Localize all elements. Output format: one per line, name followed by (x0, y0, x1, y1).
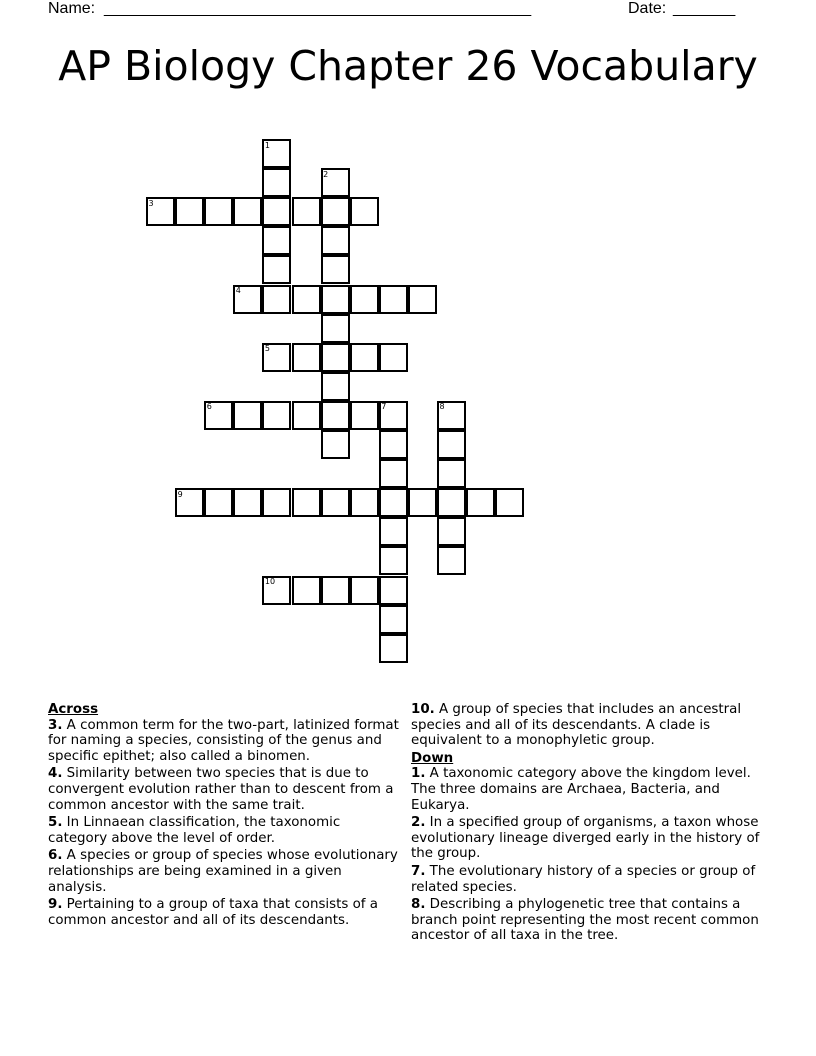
crossword-cell[interactable] (321, 401, 350, 430)
clue-text: A species or group of species whose evolutionary relationships are being examined in a given analysis. (48, 848, 398, 895)
date-blank-line[interactable]: _______ (673, 0, 736, 17)
crossword-cell[interactable] (350, 488, 379, 517)
crossword-cell[interactable] (350, 576, 379, 605)
date-label: Date: (628, 0, 667, 17)
crossword-cell[interactable] (233, 197, 262, 226)
clue-text: In Linnaean classification, the taxonomic category above the level of order. (48, 815, 341, 846)
clue-text: Similarity between two species that is due to convergent evolution rather than to descent from a common ancestor with the same trait. (48, 766, 394, 813)
crossword-cell[interactable] (292, 401, 321, 430)
crossword-cell[interactable] (379, 634, 408, 663)
crossword-cell[interactable] (379, 488, 408, 517)
clue-number: 1. (411, 766, 426, 782)
crossword-cell[interactable] (437, 488, 466, 517)
crossword-cell[interactable] (321, 285, 350, 314)
crossword-cell[interactable] (437, 546, 466, 575)
crossword-cell[interactable] (262, 255, 291, 284)
crossword-cell[interactable] (292, 343, 321, 372)
cell-number: 6 (206, 402, 212, 412)
crossword-cell[interactable] (379, 343, 408, 372)
crossword-cell[interactable] (292, 197, 321, 226)
crossword-cell[interactable] (379, 605, 408, 634)
crossword-cell[interactable] (321, 255, 350, 284)
crossword-cell[interactable] (379, 546, 408, 575)
cell-number: 1 (264, 140, 270, 150)
page-title: AP Biology Chapter 26 Vocabulary (58, 42, 758, 90)
crossword-cell[interactable] (321, 576, 350, 605)
clue-down-8 (411, 897, 771, 944)
clue-number: 3. (48, 717, 63, 733)
crossword-cell[interactable] (321, 226, 350, 255)
crossword-cell[interactable] (321, 314, 350, 343)
crossword-cell[interactable] (350, 285, 379, 314)
crossword-cell[interactable] (204, 197, 233, 226)
crossword-cell[interactable] (350, 197, 379, 226)
crossword-cell[interactable] (262, 168, 291, 197)
crossword-cell[interactable] (321, 430, 350, 459)
crossword-cell[interactable] (350, 401, 379, 430)
clue-text: A group of species that includes an ancestral species and all of its descendants. A clade is equivalent to a monophyletic group. (411, 702, 742, 749)
clue-number: 7. (411, 863, 426, 879)
clue-across-9 (48, 897, 400, 928)
clue-down-1 (411, 766, 771, 813)
clue-down-2 (411, 815, 771, 862)
down-heading: Down (411, 750, 454, 766)
clue-text: A taxonomic category above the kingdom level. The three domains are Archaea, Bacteria, and Eukarya. (411, 766, 751, 813)
cell-number: 8 (439, 402, 445, 412)
cell-number: 7 (381, 402, 387, 412)
crossword-cell[interactable] (350, 343, 379, 372)
clue-across-10 (411, 702, 771, 749)
clue-number: 5. (48, 815, 63, 831)
clue-text: The evolutionary history of a species or group of related species. (411, 863, 756, 895)
across-heading: Across (48, 702, 99, 717)
clue-across-5 (48, 815, 400, 846)
crossword-cell[interactable] (379, 430, 408, 459)
crossword-cell[interactable] (408, 285, 437, 314)
name-blank-line[interactable]: ________________________________________________ (104, 0, 532, 17)
crossword-cell[interactable] (233, 488, 262, 517)
crossword-cell[interactable] (262, 197, 291, 226)
clue-text: A common term for the two-part, latinized format for naming a species, consisting of the genus and specific epithet; also called a binomen. (48, 717, 399, 764)
crossword-cell[interactable] (466, 488, 495, 517)
crossword-cell[interactable] (262, 401, 291, 430)
crossword-cell[interactable] (437, 459, 466, 488)
clue-number: 9. (48, 897, 63, 913)
crossword-cell[interactable] (321, 372, 350, 401)
clue-across-4 (48, 766, 400, 813)
clue-text: In a specified group of organisms, a taxon whose evolutionary lineage diverged early in the history of the group. (411, 815, 760, 862)
crossword-cell[interactable] (204, 488, 233, 517)
crossword-cell[interactable] (262, 285, 291, 314)
crossword-cell[interactable] (379, 285, 408, 314)
crossword-cell[interactable] (262, 226, 291, 255)
clue-across-3 (48, 718, 400, 765)
clue-number: 6. (48, 848, 63, 864)
clue-number: 8. (411, 897, 426, 913)
crossword-cell[interactable] (437, 517, 466, 546)
clue-number: 2. (411, 815, 426, 831)
crossword-cell[interactable] (495, 488, 524, 517)
cell-number: 4 (235, 286, 241, 295)
crossword-cell[interactable] (321, 488, 350, 517)
crossword-cell[interactable] (292, 576, 321, 605)
cell-number: 10 (264, 577, 276, 586)
crossword-cell[interactable] (321, 343, 350, 372)
cell-number: 5 (264, 344, 270, 354)
crossword-cell[interactable] (437, 430, 466, 459)
crossword-cell[interactable] (292, 488, 321, 517)
crossword-cell[interactable] (408, 488, 437, 517)
cell-number: 3 (148, 198, 154, 208)
crossword-cell[interactable] (379, 517, 408, 546)
clues-column-left (48, 702, 400, 930)
crossword-cell[interactable] (379, 576, 408, 605)
cell-number: 2 (323, 169, 329, 179)
crossword-cell[interactable] (292, 285, 321, 314)
crossword-cell[interactable] (175, 197, 204, 226)
crossword-cell[interactable] (379, 459, 408, 488)
name-label: Name: (48, 0, 96, 17)
clues-column-right (411, 702, 771, 946)
clue-across-6 (48, 848, 400, 895)
crossword-cell[interactable] (233, 401, 262, 430)
crossword-cell[interactable] (321, 197, 350, 226)
clue-text: Describing a phylogenetic tree that contains a branch point representing the most recent common ancestor of all taxa in the tree. (411, 897, 759, 944)
clue-number: 10. (411, 702, 435, 717)
clue-text: Pertaining to a group of taxa that consists of a common ancestor and all of its descendants. (48, 897, 378, 928)
crossword-cell[interactable] (262, 488, 291, 517)
clue-down-7 (411, 864, 771, 895)
clue-number: 4. (48, 766, 63, 782)
cell-number: 9 (177, 489, 183, 499)
